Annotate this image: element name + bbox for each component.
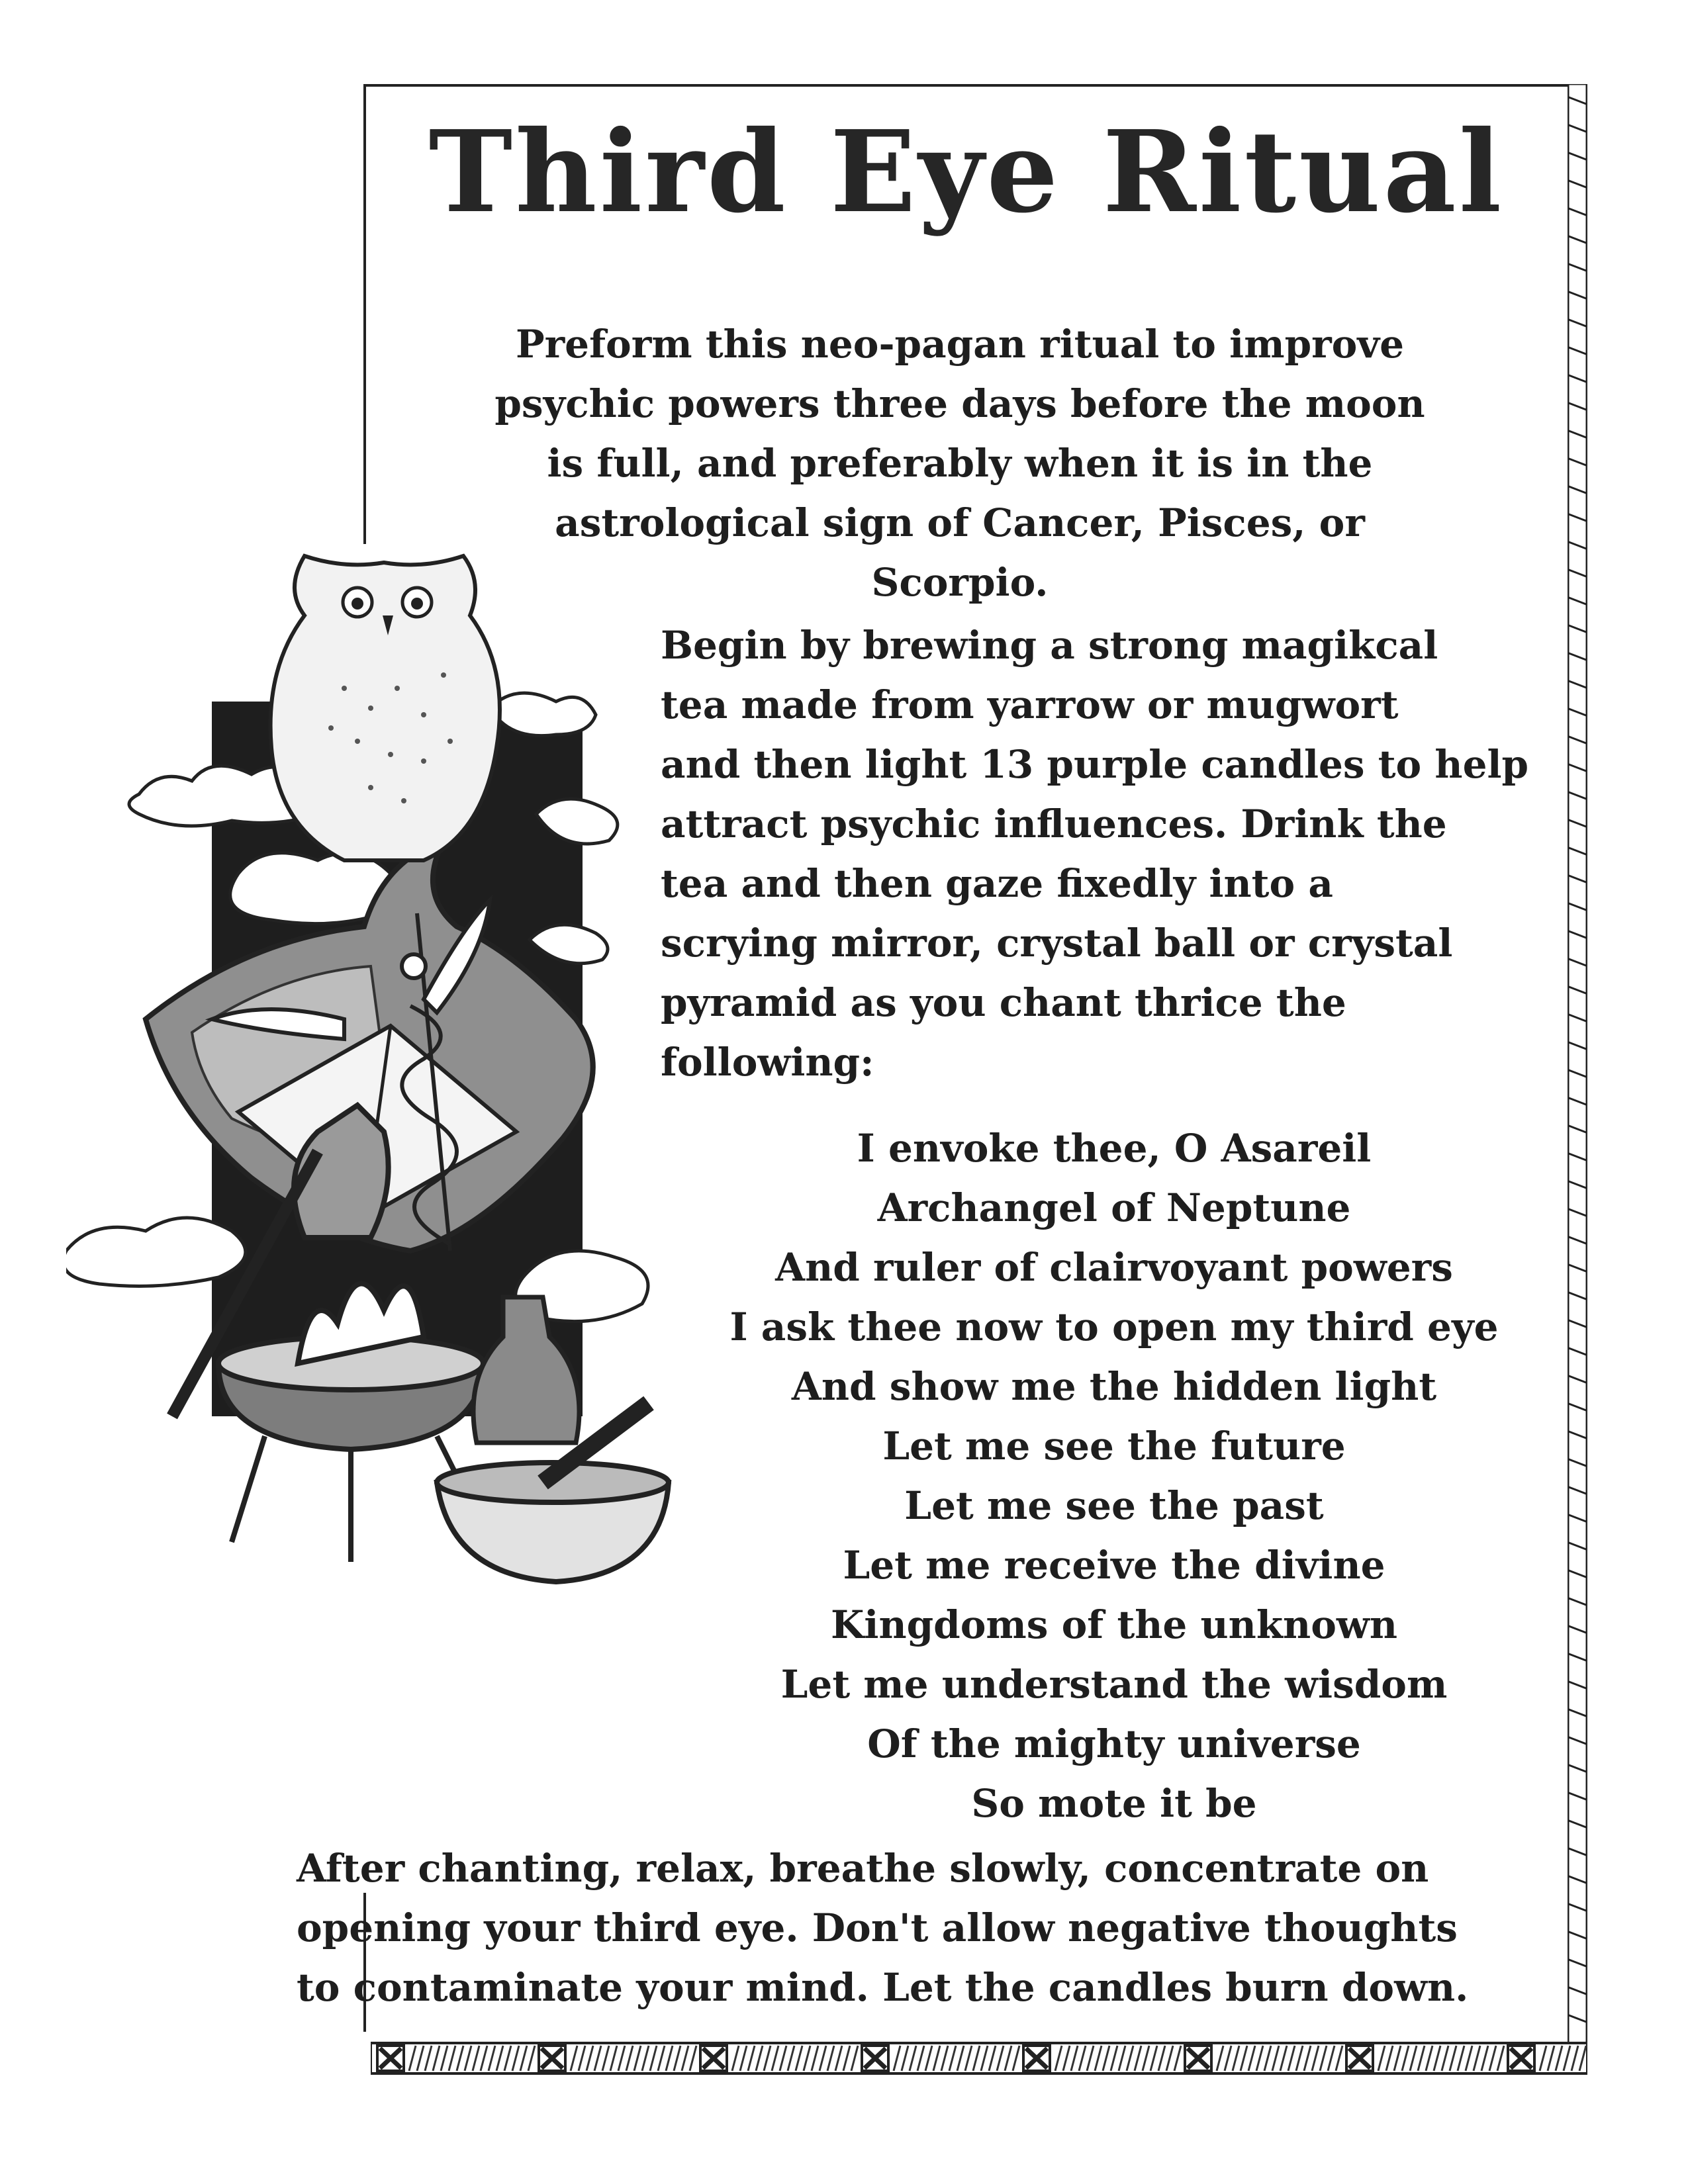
intro-paragraph: [424, 314, 1496, 612]
instructions-line: attract psychic influences. Drink the: [661, 801, 1447, 846]
chant-line: Kingdoms of the unknown: [831, 1602, 1397, 1647]
border-cross-tile: [1185, 2046, 1211, 2071]
right-decorative-border: [1568, 84, 1587, 2053]
intro-line: Preform this neo-pagan ritual to improve: [516, 322, 1404, 367]
closing-line: to contaminate your mind. Let the candles burn down.: [297, 1965, 1469, 2010]
instructions-line: pyramid as you chant thrice the: [661, 980, 1346, 1025]
border-cross-tile: [1346, 2046, 1373, 2071]
instructions-line: and then light 13 purple candles to help: [661, 742, 1529, 787]
border-cross-tile: [377, 2046, 404, 2071]
closing-paragraph: [297, 1839, 1568, 2017]
intro-line: astrological sign of Cancer, Pisces, or: [555, 500, 1365, 545]
chant-line: Let me receive the divine: [843, 1543, 1385, 1588]
chant-verse: [661, 1118, 1568, 1833]
page-frame-top: [363, 84, 1570, 87]
border-cross-tile: [1508, 2046, 1534, 2071]
instructions-line: following:: [661, 1040, 874, 1085]
intro-line: psychic powers three days before the moon: [494, 381, 1425, 426]
border-cross-tile: [862, 2046, 888, 2071]
chant-line: Let me see the future: [882, 1424, 1346, 1469]
intro-line: is full, and preferably when it is in the: [547, 441, 1373, 486]
chant-line: Of the mighty universe: [867, 1721, 1361, 1766]
chant-line: Let me understand the wisdom: [780, 1662, 1448, 1707]
instructions-paragraph: [661, 615, 1534, 1092]
border-cross-tile: [539, 2046, 565, 2071]
chant-line: Let me see the past: [904, 1483, 1324, 1528]
instructions-line: scrying mirror, crystal ball or crystal: [661, 921, 1453, 966]
bottom-decorative-border: [371, 2042, 1587, 2075]
border-cross-tile: [1023, 2046, 1050, 2071]
chant-line: I envoke thee, O Asareil: [857, 1126, 1372, 1171]
instructions-line: tea made from yarrow or mugwort: [661, 682, 1399, 727]
alchemy-illustration: [66, 543, 682, 1615]
closing-line: After chanting, relax, breathe slowly, concentrate on: [297, 1846, 1429, 1891]
intro-line: Scorpio.: [871, 560, 1049, 605]
instructions-line: Begin by brewing a strong magikcal: [661, 623, 1438, 668]
chant-line: Archangel of Neptune: [877, 1185, 1351, 1230]
border-cross-tile: [700, 2046, 727, 2071]
chant-line: So mote it be: [971, 1781, 1257, 1826]
chant-line: And ruler of clairvoyant powers: [775, 1245, 1453, 1290]
page-title: Third Eye Ritual: [428, 106, 1505, 238]
closing-line: opening your third eye. Don't allow negative thoughts: [297, 1905, 1458, 1950]
chant-line: And show me the hidden light: [791, 1364, 1437, 1409]
instructions-line: tea and then gaze fixedly into a: [661, 861, 1333, 906]
chant-line: I ask thee now to open my third eye: [729, 1304, 1499, 1349]
page-frame-left: [363, 84, 366, 544]
